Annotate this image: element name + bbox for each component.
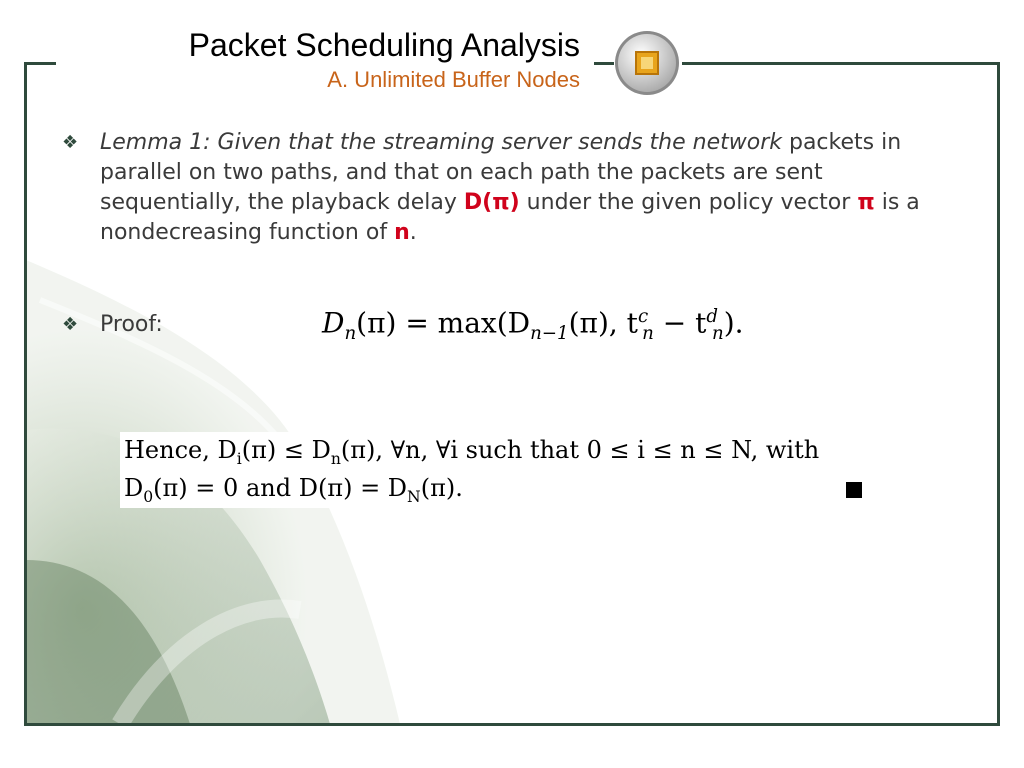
hence-part: (π), ∀n, ∀i such that 0 ≤ i ≤ n ≤ N, with — [340, 436, 820, 464]
hence-sub: i — [236, 449, 242, 468]
lemma-italic: Lemma 1: Given that the streaming server sends the network — [100, 130, 782, 155]
lemma-text-4: . — [409, 220, 417, 245]
eq-sub: n — [344, 322, 357, 344]
square-emblem-icon — [612, 28, 682, 98]
hence-sub: N — [407, 487, 421, 506]
eq-sup: d — [706, 306, 719, 327]
lemma-highlight-pi: π — [857, 190, 875, 215]
lemma-text-3: is a nondecreasing function of — [100, 190, 920, 245]
frame-top-left — [26, 62, 56, 65]
frame-bottom — [24, 723, 1000, 726]
slide-title: Packet Scheduling Analysis — [188, 27, 580, 63]
eq-sub: n−1 — [530, 322, 569, 344]
bullet-marker: ❖ — [62, 314, 79, 335]
lemma-text — [100, 128, 960, 248]
eq-part: (π), t — [568, 306, 638, 340]
recurrence-equation — [322, 306, 744, 344]
frame-right — [997, 62, 1000, 726]
eq-sub: n — [712, 322, 724, 344]
qed-square-icon — [846, 482, 862, 498]
hence-part: (π) = 0 and D(π) = D — [153, 474, 408, 502]
frame-top-mid — [594, 62, 614, 65]
hence-sub: n — [330, 449, 341, 468]
lemma-text-1: packets in parallel on two paths, and that on each path the packets are sent sequentially, the playback delay — [100, 130, 902, 215]
eq-part: − t — [653, 306, 707, 340]
eq-part: ). — [723, 306, 744, 340]
hence-line-2 — [124, 474, 463, 506]
proof-label: Proof: — [100, 312, 163, 337]
eq-lhs: D — [322, 306, 345, 340]
bullet-marker: ❖ — [62, 132, 79, 153]
lemma-text-2: under the given policy vector — [519, 190, 858, 215]
hence-line-1 — [124, 436, 819, 468]
frame-left — [24, 62, 27, 726]
lemma-highlight-n: n — [394, 220, 410, 245]
lemma-highlight-delay: D(π) — [463, 190, 520, 215]
hence-part: Hence, D — [124, 436, 237, 464]
hence-sub: 0 — [143, 487, 154, 506]
hence-part: D — [124, 474, 144, 502]
frame-top-right — [682, 62, 1000, 65]
hence-part: (π) ≤ D — [241, 436, 331, 464]
eq-sub: n — [642, 322, 654, 344]
slide-subtitle: A. Unlimited Buffer Nodes — [327, 67, 580, 92]
hence-part: (π). — [420, 474, 463, 502]
eq-part: (π) = max(D — [356, 306, 531, 340]
eq-sup: c — [637, 306, 649, 327]
